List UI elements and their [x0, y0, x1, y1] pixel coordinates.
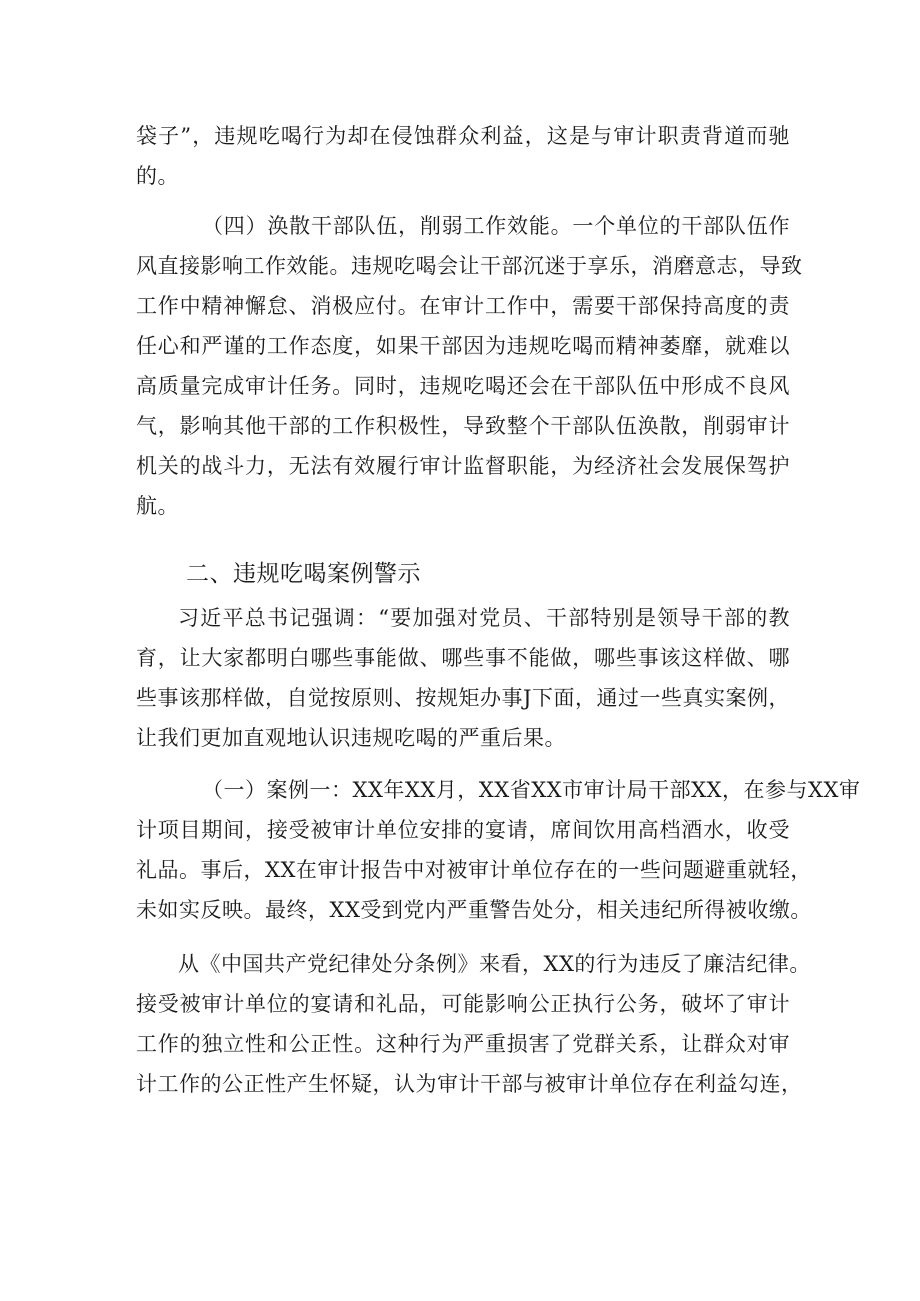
text-line: 未如实反映。最终，XX受到党内严重警告处分，相关违纪所得被收缴。	[136, 898, 812, 922]
text-line: 的。	[136, 164, 179, 188]
text-line: 气，影响其他干部的工作积极性，导致整个干部队伍涣散，削弱审计	[136, 414, 790, 438]
section-heading: 二、违规吃喝案例警示	[186, 561, 421, 587]
paragraph-point-four	[136, 206, 803, 526]
text-line: 计工作的公正性产生怀疑，认为审计干部与被审计单位存在利益勾连，	[136, 1072, 803, 1096]
text-line: 机关的战斗力，无法有效履行审计监督职能，为经济社会发展保驾护	[136, 454, 790, 478]
text-line: （一）案例一：XX年XX月，XX省XX市审计局干部XX，在参与XX审	[202, 778, 861, 802]
text-line: 袋子”，违规吃喝行为却在侵蚀群众利益，这是与审计职责背道而驰	[136, 124, 790, 148]
text-line: （四）涣散干部队伍，削弱工作效能。一个单位的干部队伍作	[202, 214, 790, 238]
text-line: 工作中精神懈怠、消极应付。在审计工作中，需要干部保持高度的责	[136, 294, 790, 318]
text-line: 接受被审计单位的宴请和礼品，可能影响公正执行公务，破坏了审计	[136, 992, 790, 1016]
text-line: 礼品。事后，XX在审计报告中对被审计单位存在的一些问题避重就轻，	[136, 858, 812, 882]
text-line: 高质量完成审计任务。同时，违规吃喝还会在干部队伍中形成不良风	[136, 374, 790, 398]
paragraph-continuation	[136, 116, 790, 196]
text-line: 航。	[136, 494, 179, 518]
text-line: 计项目期间，接受被审计单位安排的宴请，席间饮用高档酒水，收受	[136, 818, 790, 842]
text-line: 从《中国共产党纪律处分条例》来看，XX的行为违反了廉洁纪律。	[178, 952, 811, 976]
text-line: 习近平总书记强调：“要加强对党员、干部特别是领导干部的教	[178, 606, 790, 630]
text-line: 任心和严谨的工作态度，如果干部因为违规吃喝而精神萎靡，就难以	[136, 334, 790, 358]
text-line: 让我们更加直观地认识违规吃喝的严重后果。	[136, 726, 566, 750]
paragraph-analysis	[136, 944, 811, 1104]
paragraph-case-one	[136, 770, 861, 930]
text-line: 些事该那样做，自觉按原则、按规矩办事J下面，通过一些真实案例，	[136, 686, 790, 710]
text-line: 风直接影响工作效能。违规吃喝会让干部沉迷于享乐，消磨意志，导致	[136, 254, 803, 278]
text-line: 工作的独立性和公正性。这种行为严重损害了党群关系，让群众对审	[136, 1032, 790, 1056]
paragraph-quote	[136, 598, 790, 758]
text-line: 育，让大家都明白哪些事能做、哪些事不能做，哪些事该这样做、哪	[136, 646, 790, 670]
